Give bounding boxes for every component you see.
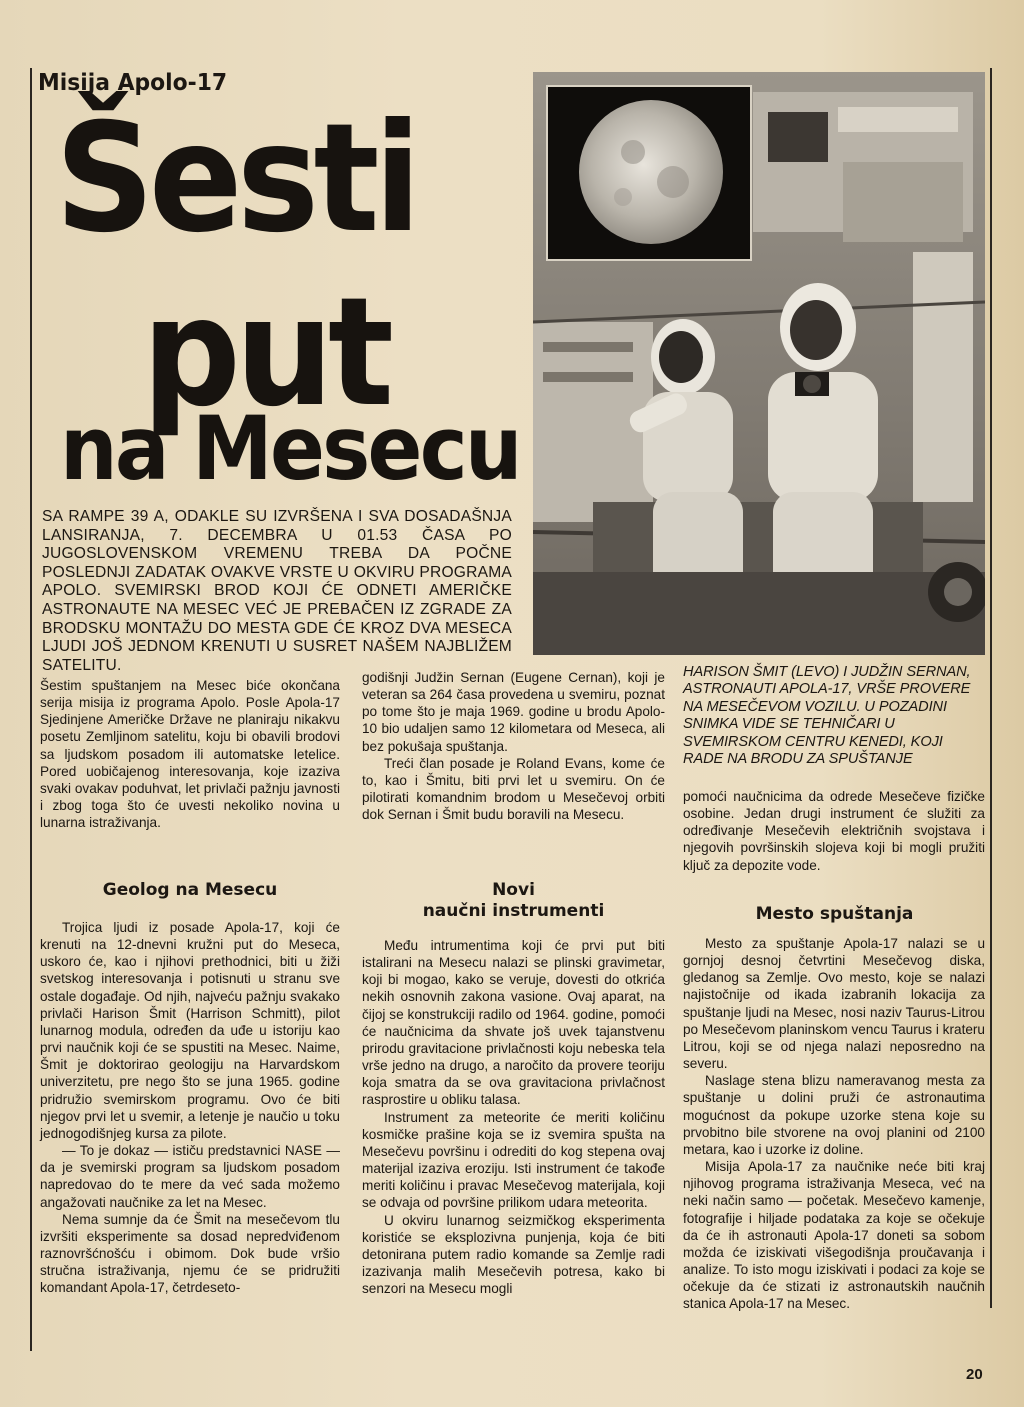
- headline-line-3: na Mesecu: [60, 397, 520, 500]
- instrumenti-paragraph-3: U okviru lunarnog seizmičkog eksperimenta koristiće se eksplozivna punjenja, koja će biti detonirana putem radio komande sa Zemlje radi izazivanja malih Mesečevih potresa, kako bi senzori na Mesecu mogli: [362, 1212, 665, 1297]
- mesto-paragraph-1: Mesto za spuštanje Apola-17 nalazi se u gornjoj desnoj četvrtini Mesečevog diska, gledanog sa Zemlje. Ovo mesto, koje se nalazi najistočnije od ikada izabranih lokacija za spuštanje ljudi na Mesec, nosi naziv Taurus-Litrou po Mesečevom planinskom vencu Taurus i krateru Litrou, koji se od njega nalazi neposredno na severu.: [683, 936, 985, 1072]
- geolog-paragraph-1: Trojica ljudi iz posade Apola-17, koji će krenuti na 12-dnevni kružni put do Meseca, uskoro će, kao i njihovi prethodnici, biti u žiži svetskog interesovanja i potisnuti u stranu sve ostale događaje. Od njih, najveću pažnju svakako privlači Harison Šmit (Harrison Schmitt), pilot lunarnog modula, određen da uđe u istoriju kao prvi naučnik koji će se spustiti na Mesec. Naime, Šmit je doktorirao geologiju na Harvardskom univerzitetu, pre nego što se juna 1965. godine pridružio svemirskom programu. Ovo će biti njegov prvi let u svemir, a letenje je naučio u toku jednogodišnjeg kursa za pilote.: [40, 920, 340, 1141]
- geolog-paragraph-2: — To je dokaz — ističu predstavnici NASE — da je svemirski program sa ljudskom posadom napredovao do te mere da već sada možemo angažovati naučnike za let na Mesec.: [40, 1143, 340, 1210]
- column-2-body: [362, 937, 665, 1297]
- column-3-intro-text: pomoći naučnicima da odrede Mesečeve fizičke osobine. Jedan drugi instrument će služiti za određivanje Mesečevih električnih svojstava i njegovih površinskih slojeva koji bi mogli pružiti ključ za depozite vode.: [683, 789, 985, 873]
- section-kicker: Misija Apolo-17: [38, 70, 228, 96]
- mesto-paragraph-3: Misija Apola-17 za naučnike neće biti kraj njihovog programa istraživanja Meseca, već na neki način samo — početak. Mesečevo kamenje, fotografije i hiljade podataka za koje se očekuje da će ih astronauti Apola-17 doneti sa sobom možda će iziskivati višegodišnja proučavanja i analize. To isto mogu iziskivati i podaci za koje se očekuje da će stizati iz astronautskih naučnih stanica Apola-17 na Mesec.: [683, 1159, 985, 1312]
- headline-line-1: Šesti: [55, 92, 416, 266]
- page-number: 20: [966, 1366, 983, 1383]
- column-1-intro-text: Šestim spuštanjem na Mesec biće okončana serija misija iz programa Apolo. Posle Apola-17 Sjedinjene Američke Države ne planiraju nikakvu posetu Zemljinom satelitu, koju bi obavili brodovi sa ljudskom posadom ili automatske letelice. Pored uobičajenog interesovanja, koje izaziva svaki ovakav poduhvat, let privlači pažnju javnosti i zbog toga što će uvesti nekoliko novina u lunarna istraživanja.: [40, 678, 340, 831]
- right-column-rule: [990, 68, 992, 1308]
- heading-mesto: Mesto spuštanja: [755, 904, 914, 924]
- astronauts-photo-art: [533, 72, 985, 655]
- column-3-intro: [683, 788, 985, 874]
- column-1-body: [40, 919, 340, 1296]
- column-2-intro-paragraph-1: godišnji Judžin Sernan (Eugene Cernan), koji je veteran sa 264 časa provedena u svemiru, poznat po tome što je maja 1969. godine u brodu Apolo-10 bio udaljen samo 12 kilometara od Meseca, ali bez pokušaja spuštanja.: [362, 670, 665, 754]
- column-3-body: [683, 935, 985, 1312]
- lead-paragraph: SA RAMPE 39 A, ODAKLE SU IZVRŠENA I SVA DOSADAŠNJA LANSIRANJA, 7. DECEMBRA U 01.53 ČASA PO JUGOSLOVENSKOM VREMENU TREBA DA POČNE POSLEDNJI ZADATAK OVAKVE VRSTE U OKVIRU PROGRAMA APOLO. SVEMIRSKI BROD KOJI ĆE ODNETI AMERIČKE ASTRONAUTE NA MESEC VEĆ JE PREBAČEN IZ ZGRADE ZA BRODSKU MONTAŽU DO MESTA GDE ĆE KROZ DVA MESECA LJUDI JOŠ JEDNOM KRENUTI U SUSRET NAŠEM NAJBLIŽEM SATELITU.: [42, 508, 512, 674]
- heading-geolog: Geolog na Mesecu: [102, 880, 278, 900]
- photo-caption: HARISON ŠMIT (LEVO) I JUDŽIN SERNAN, ASTRONAUTI APOLA-17, VRŠE PROVERE NA MESEČEVOM VOZILU. U POZADINI SNIMKA VIDE SE TEHNIČARI U SVEMIRSKOM CENTRU KENEDI, KOJI RADE NA BRODU ZA SPUŠTANJE: [683, 664, 971, 768]
- astronauts-photo: [533, 72, 985, 655]
- instrumenti-paragraph-2: Instrument za meteorite će meriti količinu kosmičke prašine koja se iz svemira spušta na Mesečevu površinu i odrediti do kog stepena ovaj materijal izaziva eroziju. Isti instrument će takođe meriti količinu i pravac Mesečevog materijala, koji se odvaja od površine prilikom udara meteorita.: [362, 1109, 665, 1211]
- heading-instrumenti-line-1: Novi: [492, 880, 535, 900]
- instrumenti-paragraph-1: Među intrumentima koji će prvi put biti istalirani na Mesecu nalazi se plinski gravimetar, koji bi mogao, kako se veruje, dovesti do otkrića nekih osnovnih zakona vasione. Ovaj aparat, na čijoj se konstrukciji radilo od 1964. godine, pomoći će naučnicima da shvate još uvek tajanstvenu prirodu gravitacione privlačnosti koju nebeska tela vrše jedno na drugo, a naročito da provere teoriju koja smatra da se ova gravitaciona privlačnost rasprostire u obliku talasa.: [362, 938, 665, 1108]
- column-1-intro: [40, 677, 340, 831]
- mesto-paragraph-2: Naslage stena blizu nameravanog mesta za spuštanje u dolini pruži će astronautima mogućnost da pokupe uzorke stena koje su prvobitno bile stvorene na ovoj planini od 2100 metara, kao i uzorke iz doline.: [683, 1073, 985, 1157]
- column-2-intro: [362, 669, 665, 823]
- geolog-paragraph-3: Nema sumnje da će Šmit na mesečevom tlu izvršiti eksperimente sa dosad nepredviđenom raznovršćnošću i obimom. Dok bude vršio stručna istraživanja, njemu će se pridružiti komandant Apola-17, četrdeseto-: [40, 1211, 340, 1296]
- column-2-intro-paragraph-2: Treći član posade je Roland Evans, kome će to, kao i Šmitu, biti prvi let u svemiru. On će pilotirati komandnim brodom u Mesečevoj orbiti dok Sernan i Šmit budu boravili na Mesecu.: [362, 755, 665, 823]
- left-column-rule: [30, 68, 32, 1351]
- headline-line-2: put: [142, 266, 389, 440]
- heading-instrumenti-line-2: naučni instrumenti: [422, 901, 605, 921]
- heading-instrumenti: [362, 880, 665, 922]
